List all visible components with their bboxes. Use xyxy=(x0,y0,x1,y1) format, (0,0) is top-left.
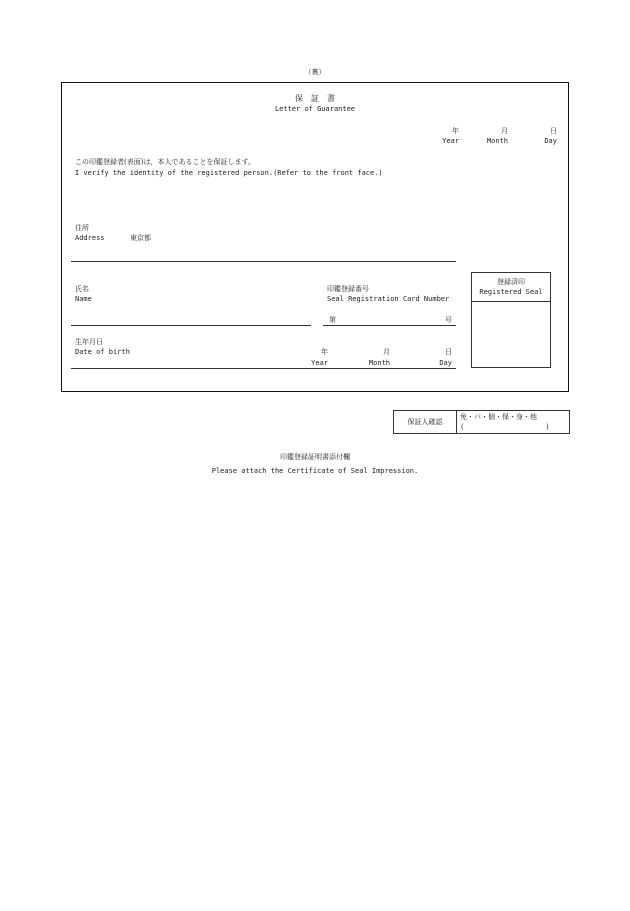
side-label: （裏） xyxy=(304,68,326,76)
birth-day-ja: 日 xyxy=(445,348,452,356)
birth-month-en: Month xyxy=(368,359,390,367)
birth-label-ja: 生年月日 xyxy=(75,338,103,346)
name-label-en: Name xyxy=(75,295,92,303)
birth-underline xyxy=(71,368,456,369)
attachment-label-en: Please attach the Certificate of Seal Impression. xyxy=(211,467,419,475)
date-day-en: Day xyxy=(544,137,557,145)
birth-year-en: Year xyxy=(311,359,328,367)
form-title-en: Letter of Guarantee xyxy=(274,105,356,113)
birth-day-en: Day xyxy=(439,359,452,367)
registered-seal-divider xyxy=(472,301,550,302)
form-title-ja: 保 証 書 xyxy=(295,94,335,103)
birth-month-ja: 月 xyxy=(383,348,390,356)
seal-number-underline xyxy=(323,325,456,326)
address-value[interactable]: 東京都 xyxy=(130,234,151,242)
guarantor-confirm-label-cell xyxy=(394,411,457,433)
date-year-ja: 年 xyxy=(452,127,459,135)
attachment-label-ja: 印鑑登録証明書添付欄 xyxy=(280,453,350,461)
seal-number-prefix: 第 xyxy=(329,316,336,324)
date-month-ja: 月 xyxy=(501,127,508,135)
guarantor-confirm-paren-close: ) xyxy=(546,423,549,431)
date-month-en: Month xyxy=(486,137,508,145)
seal-number-suffix: 号 xyxy=(445,316,452,324)
registered-seal-label-ja: 登録済印 xyxy=(497,278,525,286)
name-label-ja: 氏名 xyxy=(75,285,89,293)
seal-number-label-ja: 印鑑登録番号 xyxy=(327,285,369,293)
statement-ja: この印鑑登録者(表面)は，本人であることを保証します。 xyxy=(75,158,255,166)
guarantor-confirm-options: 免・パ・個・保・身・他 xyxy=(460,413,537,421)
birth-year-ja: 年 xyxy=(321,348,328,356)
address-underline xyxy=(71,261,456,262)
address-label-ja: 住所 xyxy=(75,224,89,232)
registered-seal-label-en: Registered Seal xyxy=(479,288,543,296)
guarantor-confirm-box xyxy=(393,410,570,434)
registered-seal-box xyxy=(471,272,551,368)
address-label-en: Address xyxy=(75,234,105,242)
guarantor-confirm-label: 保証人確認 xyxy=(407,418,443,426)
seal-number-label-en: Seal Registration Card Number xyxy=(327,295,450,303)
date-day-ja: 日 xyxy=(550,127,557,135)
statement-en: I verify the identity of the registered person.(Refer to the front face.) xyxy=(75,169,383,177)
birth-label-en: Date of birth xyxy=(75,348,130,356)
date-year-en: Year xyxy=(442,137,459,145)
guarantor-confirm-paren-open: ( xyxy=(461,423,464,431)
name-underline xyxy=(71,325,311,326)
